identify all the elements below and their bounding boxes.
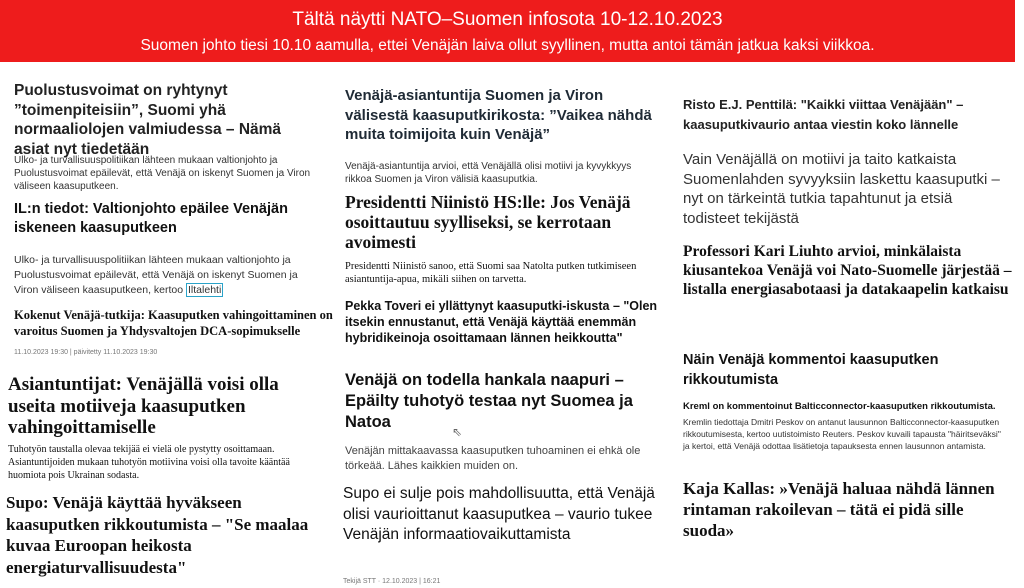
headline-venaja-kommentoi: Näin Venäjä kommentoi kaasuputken rikkoutumista <box>683 352 939 388</box>
banner-title: Tältä näytti NATO–Suomen infosota 10-12.10.2023 <box>292 9 723 30</box>
lead-penttila: Vain Venäjällä on motiivi ja taito katkaista Suomenlahden syvyyksiin laskettu kaasuputki – nyt on tärkeintä tutkia tapahtunut ja etsiä todisteet tekijästä <box>683 151 1000 227</box>
headline-asiantuntijat: Asiantuntijat: Venäjällä voisi olla useita motiiveja kaasuputken vahingoittamiselle <box>8 374 279 438</box>
lead-niinisto: Presidentti Niinistö sanoo, että Suomi saa Natolta putken tutkimiseen asiantuntija-apua, mikäli siihen on tarvetta. <box>345 261 637 285</box>
headline-penttila: Risto E.J. Penttilä: "Kaikki viittaa Venäjään" – kaasuputkivaurio antaa viestin koko lännelle <box>683 97 964 132</box>
banner-subtitle: Suomen johto tiesi 10.10 aamulla, ettei Venäjän laiva ollut syyllinen, mutta antoi tämän jatkua kaksi viikkoa. <box>140 37 875 54</box>
lead-hankala-naapuri: Venäjän mittakaavassa kaasuputken tuhoaminen ei ehkä ole törkeää. Lähes kaikkien muiden on. <box>345 445 641 472</box>
headline-liuhto: Professori Kari Liuhto arvioi, minkälaista kiusantekoa Venäjä voi Nato-Suomelle järjestää – listalla energiasabotaasi ja datakaapelin katkaisu <box>683 243 1012 298</box>
iltalehti-link[interactable]: Iltalehti <box>188 284 222 296</box>
headline-hankala-naapuri: Venäjä on todella hankala naapuri – Epäilty tuhotyö testaa nyt Suomea ja Natoa <box>345 371 633 431</box>
body-peskov: Kremlin tiedottaja Dmitri Peskov on antanut lausunnon Balticconnector-kaasuputken rikkoutumisesta, kertoo uutistoimisto Reuters. Peskov kuvaili tapausta "häiritseväksi" ja kertoi, että Venäjä odottaa lisätietoja tapauksesta ennen lausunnon antamista. <box>683 417 1001 451</box>
title-banner <box>0 0 1015 62</box>
headline-supo-hyvakseen: Supo: Venäjä käyttää hyväkseen kaasuputken rikkoutumista – "Se maalaa kuvaa Euroopan heikosta energiaturvallisuudesta" <box>6 493 309 577</box>
article-meta-author: Tekijä STT · 12.10.2023 | 16:21 <box>343 578 441 585</box>
headline-venaja-tutkija: Kokenut Venäjä-tutkija: Kaasuputken vahingoittaminen on varoitus Suomen ja Yhdysvaltojen DCA-sopimukselle <box>14 308 333 338</box>
lead-venaja-asiantuntija: Venäjä-asiantuntija arvioi, että Venäjällä olisi motiivi ja kyvykkyys rikkoa Suomen ja Viron välisiä kaasuputkia. <box>345 161 632 185</box>
lead-asiantuntijat: Tuhotyön taustalla olevaa tekijää ei vielä ole pystytty osoittamaan. Asiantuntijoiden mukaan tuhotyön motiivina voisi olla tavoite kääntää huomiota pois Ukrainan sodasta. <box>8 444 290 481</box>
headline-kaja-kallas: Kaja Kallas: »Venäjä haluaa nähdä lännen rintaman rakoilevan – tätä ei pidä sille suoda» <box>683 479 995 540</box>
article-meta-date: 11.10.2023 19:30 | päivitetty 11.10.2023 19:30 <box>14 349 158 356</box>
collage-column-3 <box>666 64 1018 588</box>
headline-pekka-toveri: Pekka Toveri ei yllättynyt kaasuputki-iskusta – "Olen itsekin ennustanut, että Venäjä käyttää enemmän hybridikeinoja osoittamaan lännen heikkoutta" <box>345 299 658 345</box>
collage-column-1 <box>0 64 334 588</box>
mouse-cursor-icon: ⇖ <box>452 425 463 439</box>
headline-venaja-asiantuntija: Venäjä-asiantuntija Suomen ja Viron välisestä kaasuputkirikosta: ”Vaikea nähdä muita toimijoita kuin Venäjä” <box>345 87 652 143</box>
headline-puolustusvoimat: Puolustusvoimat on ryhtynyt ”toimenpiteisiin”, Suomi yhä normaaliolojen valmiudessa – Nämä asiat nyt tiedetään <box>14 82 282 158</box>
headline-supo-sulje: Supo ei sulje pois mahdollisuutta, että Venäjä olisi vaurioittanut kaasuputkea – vaurio tukee Venäjän informaatiovaikuttamista <box>343 485 655 543</box>
subhead-kreml: Kreml on kommentoinut Balticconnector-kaasuputken rikkoutumista. <box>683 401 996 412</box>
headline-il-tiedot: IL:n tiedot: Valtionjohto epäilee Venäjän iskeneen kaasuputkeen <box>14 201 288 236</box>
lead-puolustusvoimat: Ulko- ja turvallisuuspolitiikan lähteen mukaan valtionjohto ja Puolustusvoimat epäilevät, että Venäjä on iskenyt Suomen ja Viron väliseen kaasuputkeen. <box>14 155 311 192</box>
collage-column-2 <box>337 64 662 588</box>
lead-il-tiedot: Ulko- ja turvallisuuspolitiikan lähteen mukaan valtionjohto ja Puolustusvoimat epäilevät, että Venäjä on iskenyt Suomen ja Viron väliseen kaasuputkeen, kertoo Iltalehti <box>14 254 298 296</box>
headline-niinisto: Presidentti Niinistö HS:lle: Jos Venäjä osoittautuu syylliseksi, se kerrotaan avoimesti <box>345 192 631 252</box>
